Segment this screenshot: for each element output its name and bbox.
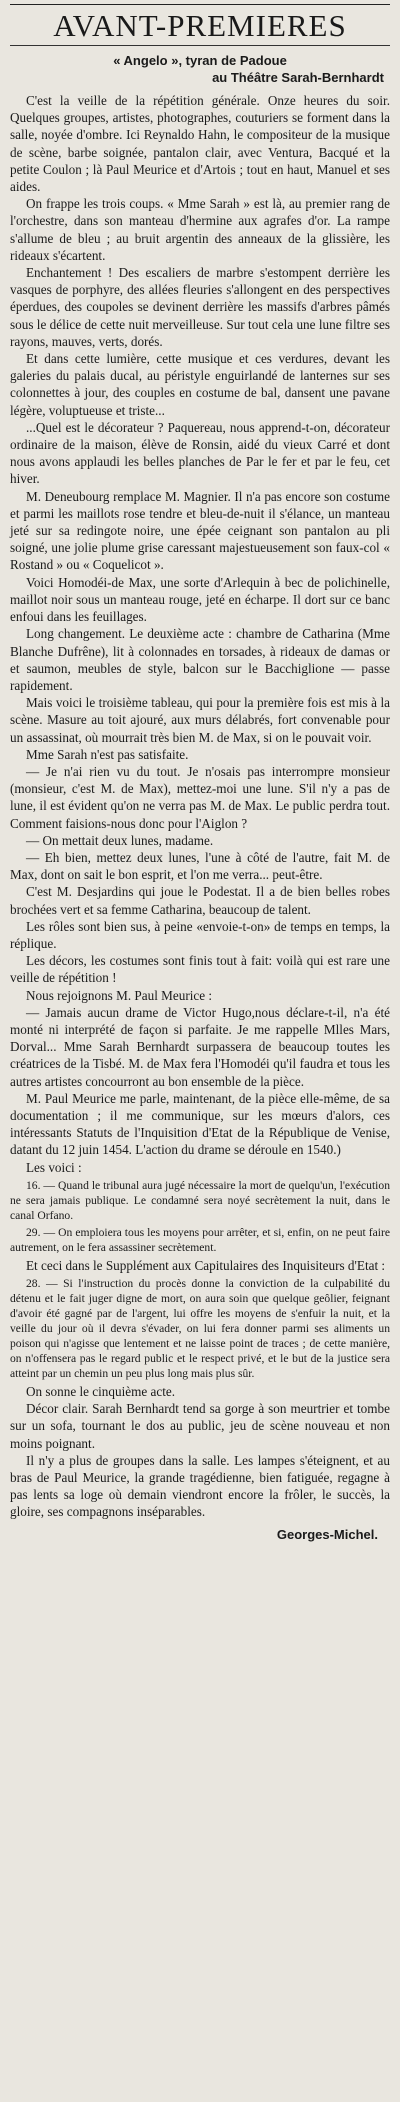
- paragraph: Long changement. Le deuxième acte : chambre de Catharina (Mme Blanche Dufrêne), lit à colonnades en torsades, à rideaux de damas or et saumon, meubles de style, balcon sur le Bacchiglione — passe rapidement.: [10, 626, 390, 693]
- paragraph: Enchantement ! Des escaliers de marbre s'estompent derrière les vasques de porphyre, des allées fleuries s'allongent en des perspectives éperdues, des coupoles se devinent derrière les massifs d'arbres pâmés sous le délice de cette nuit merveilleuse. Sur tout cela une lune filtre ses rayons, mauves, verts, dorés.: [10, 265, 390, 349]
- paragraph: Les rôles sont bien sus, à peine «envoie-t-on» de temps en temps, la réplique.: [10, 918, 390, 951]
- supplement-item: 28. — Si l'instruction du procès donne la conviction de la culpabilité du détenu et le fait juger digne de mort, on aura soin que quelque geôlier, feignant d'avoir été gagné par de l'argent, lui offre les moyens de s'enfuir la nuit, et la veille du jour où il devra s'évader, on lui fera donner parmi ses aliments un poison qui n'agisse que lentement et ne laisse point de traces ; de cette manière, on n'offensera pas le regard public et le respect privé, et le but de la justice sera atteint par un chemin un peu plus long mais plus sûr.: [10, 1277, 390, 1380]
- paragraph: M. Deneubourg remplace M. Magnier. Il n'a pas encore son costume et parmi les maillots rose tendre et bleu-de-nuit il s'élance, un manteau jeté sur sa redingote noire, une épée ceignant son pantalon au pli soigné, une jolie plume grise caressant majestueusement son faux-col « Rostand » ou « Coquelicot ».: [10, 488, 390, 573]
- paragraph: Les décors, les costumes sont finis tout à fait: voilà qui est rare une veille de répétition !: [10, 953, 390, 986]
- paragraph: Et dans cette lumière, cette musique et ces verdures, devant les galeries du palais ducal, au péristyle enguirlandé de lanternes sur ses colonnettes à jour, des couples en costume de bal, dansent une pavane légère, voluptueuse et triste...: [10, 351, 390, 418]
- closing-paragraph: Décor clair. Sarah Bernhardt tend sa gorge à son meurtrier et tombe sur un sofa, tournant le dos au public, jeu de scène nouveau et non moins poignant.: [10, 1401, 390, 1451]
- paragraph: Mais voici le troisième tableau, qui pour la première fois est mis à la scène. Masure au toit ajouré, aux murs délabrés, fort convenable pour un assassinat, où mourrait très bien M. de Max, si on le pouvait voir.: [10, 695, 390, 745]
- article-heading: AVANT-PREMIERES: [10, 7, 390, 46]
- paragraph: C'est la veille de la répétition générale. Onze heures du soir. Quelques groupes, artistes, photographes, couturiers se forment dans la salle, noyée d'ombre. Ici Reynaldo Hahn, le compositeur de la musique de scène, barbe soignée, pantalon clair, avec Ventura, Bacqué et la petite Coulon ; là Paul Meurice et d'Artois ; tout en haut, Manuel et ses aides.: [10, 93, 390, 195]
- paragraph: — Jamais aucun drame de Victor Hugo,nous déclare-t-il, n'a été monté ni interprété de façon si parfaite. Je me rappelle Mlles Mars, Dorval... Mme Sarah Bernhardt surpassera de beaucoup toutes les créatrices de la Tisbé. M. de Max fera l'Homodéi qu'il faudra et tous les autres artistes concourront au bon ensemble de la pièce.: [10, 1004, 390, 1089]
- closing-paragraph: Il n'y a plus de groupes dans la salle. Les lampes s'éteignent, et au bras de Paul Meurice, la grande tragédienne, bien fatiguée, regagne à pas lents sa loge où demain viendront encore la frôler, le succès, la gloire, ses compagnons inséparables.: [10, 1452, 390, 1520]
- paragraph: Les voici :: [26, 1159, 82, 1175]
- article-subheading-line1: « Angelo », tyran de Padoue: [113, 53, 287, 68]
- paragraph: — On mettait deux lunes, madame.: [26, 832, 214, 848]
- paragraph: C'est M. Desjardins qui joue le Podestat. Il a de bien belles robes brochées vert et sa femme Catharina, beaucoup de talent.: [10, 884, 390, 917]
- paragraph: ...Quel est le décorateur ? Paquereau, nous apprend-t-on, décorateur ordinaire de la maison, élève de Ronsin, aidé du vieux Carré et dont nous avons applaudi les belles planches de Par le fer et par le feu, cet hiver.: [10, 419, 390, 487]
- supplement-intro: Et ceci dans le Supplément aux Capitulaires des Inquisiteurs d'Etat :: [26, 1257, 386, 1273]
- paragraph: — Je n'ai rien vu du tout. Je n'osais pas interrompre monsieur (monsieur, c'est M. de Max), mettez-moi une lune. S'il n'y a pas de lune, il est évident qu'on ne verra pas M. de Max. Le public perdra tout. Comment faisions-nous donc pour l'Aiglon ?: [10, 763, 390, 831]
- statute-item: 16. — Quand le tribunal aura jugé nécessaire la mort de quelqu'un, l'exécution ne sera jamais publique. Le condamné sera noyé secrètement la nuit, dans le canal Orfano.: [10, 1178, 390, 1222]
- article-body: [10, 92, 390, 1542]
- paragraph: On frappe les trois coups. « Mme Sarah » est là, au premier rang de l'orchestre, dans son manteau d'hermine aux agrafes d'or. La rampe s'allume de bleu ; au bruit argentin des anneaux de la glissière, les rideaux s'écartent.: [10, 196, 390, 263]
- article-subheading-line2: au Théâtre Sarah-Bernhardt: [212, 70, 384, 85]
- paragraph: Nous rejoignons M. Paul Meurice :: [26, 987, 213, 1003]
- closing-paragraph: On sonne le cinquième acte.: [26, 1384, 176, 1399]
- statute-item: 29. — On emploiera tous les moyens pour arrêter, et si, enfin, on ne peut faire autrement, on le fera assassiner secrètement.: [10, 1225, 390, 1254]
- author-signature: Georges-Michel.: [276, 1526, 378, 1542]
- top-rule: [10, 4, 390, 5]
- paragraph: M. Paul Meurice me parle, maintenant, de la pièce elle-même, de sa documentation ; il me communique, sur les mœurs d'alors, ces intéressants Statuts de l'Inquisition d'Etat de la République de Venise, datant du 12 juin 1454. L'action du drame se déroule en 1540.): [10, 1090, 390, 1158]
- paragraph: Mme Sarah n'est pas satisfaite.: [26, 746, 189, 762]
- paragraph: Voici Homodéi-de Max, une sorte d'Arlequin à bec de polichinelle, maillot noir sous un manteau rouge, jeté en écharpe. Il dort sur ce banc enfoui dans les feuillages.: [10, 574, 390, 625]
- paragraph: — Eh bien, mettez deux lunes, l'une à côté de l'autre, fait M. de Max, dont on sait le bon esprit, et l'on me verra... peut-être.: [10, 849, 390, 883]
